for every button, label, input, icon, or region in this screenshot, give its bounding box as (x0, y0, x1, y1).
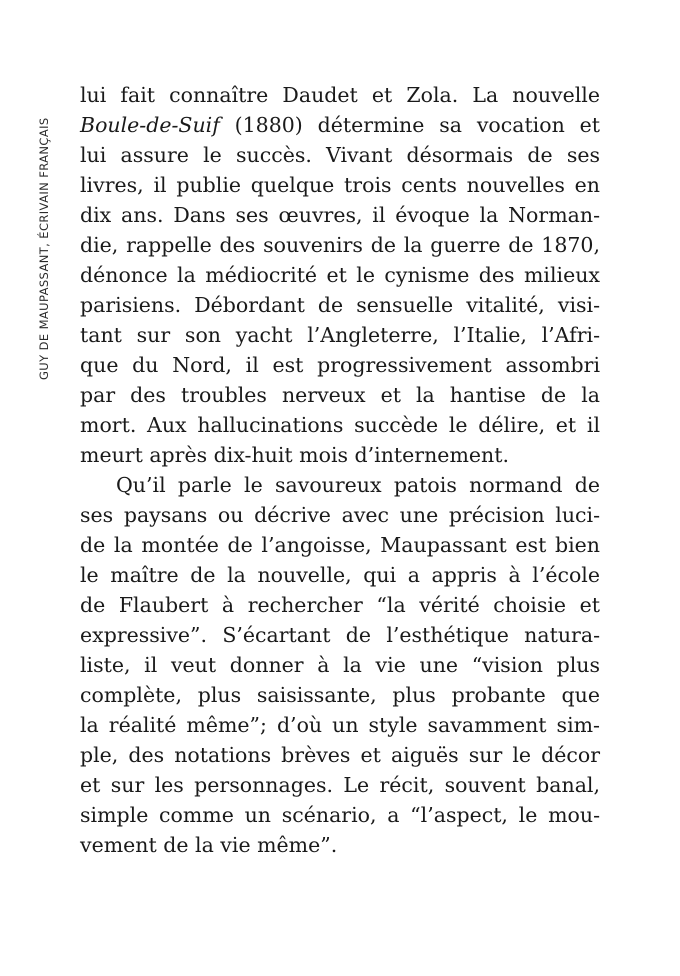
text-line: meurt après dix-huit mois d’internement. (80, 443, 509, 467)
text-line: de la montée de l’angoisse, Maupassant est bien (80, 533, 600, 557)
text-line: Qu’il parle le savoureux patois normand de (116, 473, 600, 497)
book-title: Boule-de-Suif (80, 113, 220, 137)
paragraph-1 (80, 80, 600, 470)
text-fragment: (1880) détermine sa vocation et (219, 113, 600, 137)
running-head: GUY DE MAUPASSANT, ÉCRIVAIN FRANÇAIS (37, 117, 51, 380)
text-line: die, rappelle des souvenirs de la guerre de 1870, (80, 233, 600, 257)
text-line: et sur les personnages. Le récit, souvent banal, (80, 773, 600, 797)
text-line: lui assure le succès. Vivant désormais de ses (80, 143, 600, 167)
paragraph-2 (80, 470, 600, 860)
text-line: simple comme un scénario, a “l’aspect, le mou- (80, 803, 600, 827)
text-line: ple, des notations brèves et aiguës sur le décor (80, 743, 600, 767)
text-line: dix ans. Dans ses œuvres, il évoque la Norman- (80, 203, 600, 227)
text-line: par des troubles nerveux et la hantise de la (80, 383, 600, 407)
text-line: la réalité même”; d’où un style savamment sim- (80, 713, 600, 737)
text-line: ses paysans ou décrive avec une précision luci- (80, 503, 600, 527)
text-line: lui fait connaître Daudet et Zola. La nouvelle (80, 83, 600, 107)
text-line: que du Nord, il est progressivement assombri (80, 353, 600, 377)
text-line: expressive”. S’écartant de l’esthétique natura- (80, 623, 600, 647)
text-line: mort. Aux hallucinations succède le délire, et il (80, 413, 600, 437)
text-line: parisiens. Débordant de sensuelle vitalité, visi- (80, 293, 600, 317)
page-body (80, 80, 600, 860)
text-line: vement de la vie même”. (80, 833, 338, 857)
text-line: de Flaubert à rechercher “la vérité choisie et (80, 593, 600, 617)
text-line: dénonce la médiocrité et le cynisme des milieux (80, 263, 600, 287)
text-line: tant sur son yacht l’Angleterre, l’Italie, l’Afri- (80, 323, 600, 347)
text-line: complète, plus saisissante, plus probante que (80, 683, 600, 707)
text-line: le maître de la nouvelle, qui a appris à l’école (80, 563, 600, 587)
text-line (80, 110, 600, 140)
text-line: liste, il veut donner à la vie une “vision plus (80, 653, 600, 677)
text-line: livres, il publie quelque trois cents nouvelles en (80, 173, 600, 197)
